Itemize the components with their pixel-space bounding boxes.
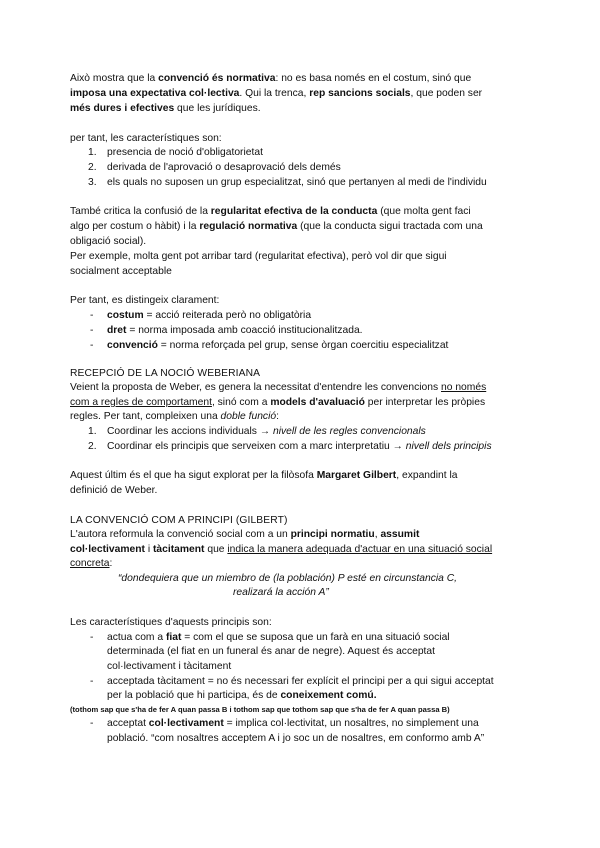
bullet-dash: - xyxy=(90,340,94,351)
para1-line3: més dures i efectives que les jurídiques. xyxy=(70,103,261,114)
list-item: dret = norma imposada amb coacció institucionalitzada. xyxy=(107,325,363,336)
list-item: presencia de noció d'obligatorietat xyxy=(107,147,263,158)
sec1-line3: regles. Per tant, compleixen una doble funció: xyxy=(70,411,279,422)
list-number: 1. xyxy=(88,147,97,158)
sec2-line2: col·lectivament i tàcitament que indica la manera adequada d'actuar en una situació social xyxy=(70,544,493,555)
property-fiat-line3: col·lectivament i tàcitament xyxy=(107,661,232,672)
para2-line1: També critica la confusió de la regularitat efectiva de la conducta (que molta gent faci xyxy=(70,206,471,217)
para2-line2: algo per costum o hàbit) i la regulació normativa (que la conducta sigui tractada com una xyxy=(70,221,483,232)
property-tacit-line2: per la població que hi participa, és de coneixement comú. xyxy=(107,690,377,701)
list-item: Coordinar els principis que serveixen com a marc interpretatiu → nivell dels principis xyxy=(107,441,492,452)
para3-line1: Aquest últim és el que ha sigut explorat per la filòsofa Margaret Gilbert, expandint la xyxy=(70,470,458,481)
properties-intro: Les característiques d'aquests principis son: xyxy=(70,617,272,628)
section-heading-weber: RECEPCIÓ DE LA NOCIÓ WEBERIANA xyxy=(70,368,261,379)
list-item: derivada de l'aprovació o desaprovació dels demés xyxy=(107,162,341,173)
characteristics-intro: per tant, les característiques son: xyxy=(70,133,222,144)
sec1-line2: com a regles de comportament, sinó com a models d'avaluació per interpretar les pròpies xyxy=(70,397,486,408)
para1-line2: imposa una expectativa col·lectiva. Qui la trenca, rep sancions socials, que poden ser xyxy=(70,88,483,99)
handwritten-note: (tothom sap que s'ha de fer A quan passa B i tothom sap que tothom sap que s'ha de fer A quan passa B) xyxy=(70,705,450,714)
list-item: els quals no suposen un grup especialitzat, sinó que pertanyen al medi de l'individu xyxy=(107,177,487,188)
section-heading-gilbert: LA CONVENCIÓ COM A PRINCIPI (GILBERT) xyxy=(70,515,288,526)
bullet-dash: - xyxy=(90,632,94,643)
sec1-line1: Veient la proposta de Weber, es genera la necessitat d'entendre les convencions no només xyxy=(70,382,487,393)
property-collective-line1: acceptat col·lectivament = implica col·lectivitat, un nosaltres, no simplement una xyxy=(107,718,479,729)
list-number: 3. xyxy=(88,177,97,188)
bullet-dash: - xyxy=(90,325,94,336)
bullet-dash: - xyxy=(90,718,94,729)
quote-line1: “dondequiera que un miembro de (la población) P esté en circunstancia C, xyxy=(118,573,458,584)
list-item: Coordinar les accions individuals → nivell de les regles convencionals xyxy=(107,426,426,437)
property-fiat-line1: actua com a fiat = com el que se suposa que un farà en una situació social xyxy=(107,632,450,643)
bullet-dash: - xyxy=(90,676,94,687)
list-number: 2. xyxy=(88,162,97,173)
list-item: convenció = norma reforçada pel grup, sense òrgan coercitiu especialitzat xyxy=(107,340,449,351)
sec2-line1: L'autora reformula la convenció social com a un principi normatiu, assumit xyxy=(70,529,420,540)
para2-line3: obligació social). xyxy=(70,236,147,247)
list-item: costum = acció reiterada però no obligatòria xyxy=(107,310,312,321)
property-collective-line2: població. “com nosaltres acceptem A i jo soc un de nosaltres, em conformo amb A” xyxy=(107,733,485,744)
para2-line4: Per exemple, molta gent pot arribar tard (regularitat efectiva), però vol dir que sigui xyxy=(70,251,447,262)
quote-line2: realizará la acción A” xyxy=(233,587,329,598)
property-tacit-line1: acceptada tàcitament = no és necessari fer explícit el principi per a qui sigui acceptat xyxy=(107,676,494,687)
property-fiat-line2: determinada (el fiat en un funeral és anar de negre). Aquest és acceptat xyxy=(107,646,435,657)
list-number: 1. xyxy=(88,426,97,437)
para2-line5: socialment acceptable xyxy=(70,266,172,277)
para3-line2: definició de Weber. xyxy=(70,485,158,496)
bullet-dash: - xyxy=(90,310,94,321)
para1-line1: Això mostra que la convenció és normativa: no es basa només en el costum, sinó que xyxy=(70,73,472,84)
list-number: 2. xyxy=(88,441,97,452)
distinction-intro: Per tant, es distingeix clarament: xyxy=(70,295,220,306)
sec2-line3: concreta: xyxy=(70,558,113,569)
